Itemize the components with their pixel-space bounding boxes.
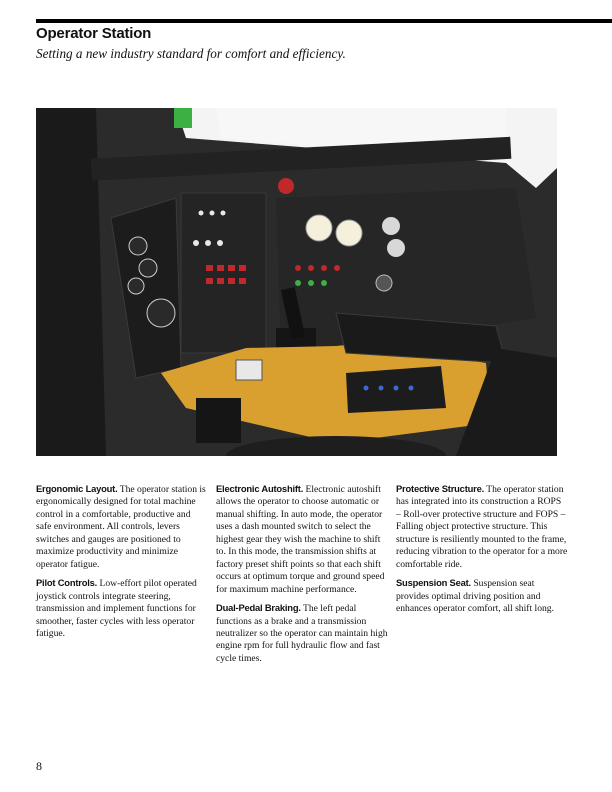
paragraph-lead: Dual-Pedal Braking. <box>216 602 301 614</box>
text-column-3 <box>396 483 568 622</box>
page-number: 8 <box>36 759 42 773</box>
header-rule <box>36 19 612 23</box>
paragraph-lead: Pilot Controls. <box>36 577 98 589</box>
operator-station-photo <box>36 108 557 456</box>
text-column-2 <box>216 483 388 671</box>
paragraph-lead: Electronic Autoshift. <box>216 483 304 494</box>
paragraph-suspension-seat <box>396 577 568 615</box>
paragraph-body: The operator station is ergonomically designed for total machine control in a comfortable, productive and safe environment. All controls, levers switches and gauges are positioned to maximize productivity and minimize operator fatigue. <box>36 484 206 570</box>
paragraph-dual-pedal-braking <box>216 602 388 665</box>
paragraph-pilot-controls <box>36 577 208 640</box>
paragraph-body: Suspension seat provides optimal driving position and enhances operator comfort, all shift long. <box>396 578 554 615</box>
paragraph-ergonomic-layout <box>36 483 208 571</box>
paragraph-electronic-autoshift <box>216 483 388 596</box>
text-column-1 <box>36 483 208 646</box>
page-subtitle: Setting a new industry standard for comfort and efficiency. <box>36 46 346 61</box>
paragraph-body: Low-effort pilot operated joystick controls integrate steering, transmission and implement functions for smoother, faster cycles with less operator fatigue. <box>36 578 197 639</box>
paragraph-body: The operator station has integrated into its construction a ROPS – Roll-over protective structure and FOPS – Falling object protective structure. This structure is resiliently mounted to the frame, reducing vibration to the operator for a more comfortable ride. <box>396 484 568 570</box>
paragraph-lead: Ergonomic Layout. <box>36 483 118 494</box>
paragraph-lead: Protective Structure. <box>396 483 485 494</box>
paragraph-lead: Suspension Seat. <box>396 577 471 589</box>
paragraph-protective-structure <box>396 483 568 571</box>
page-title: Operator Station <box>36 25 152 42</box>
paragraph-body: The left pedal functions as a brake and a transmission neutralizer so the operator can maintain high engine rpm for full hydraulic flow and fast cycle times. <box>216 603 388 664</box>
paragraph-body: Electronic autoshift allows the operator to choose automatic or manual shifting. In auto mode, the operator uses a dash mounted switch to select the highest gear they wish the machine to shift to. In this mode, the transmission shifts at factory preset shift points so that each shift occurs at optimum torque and ground speed for maximum machine performance. <box>216 484 385 595</box>
